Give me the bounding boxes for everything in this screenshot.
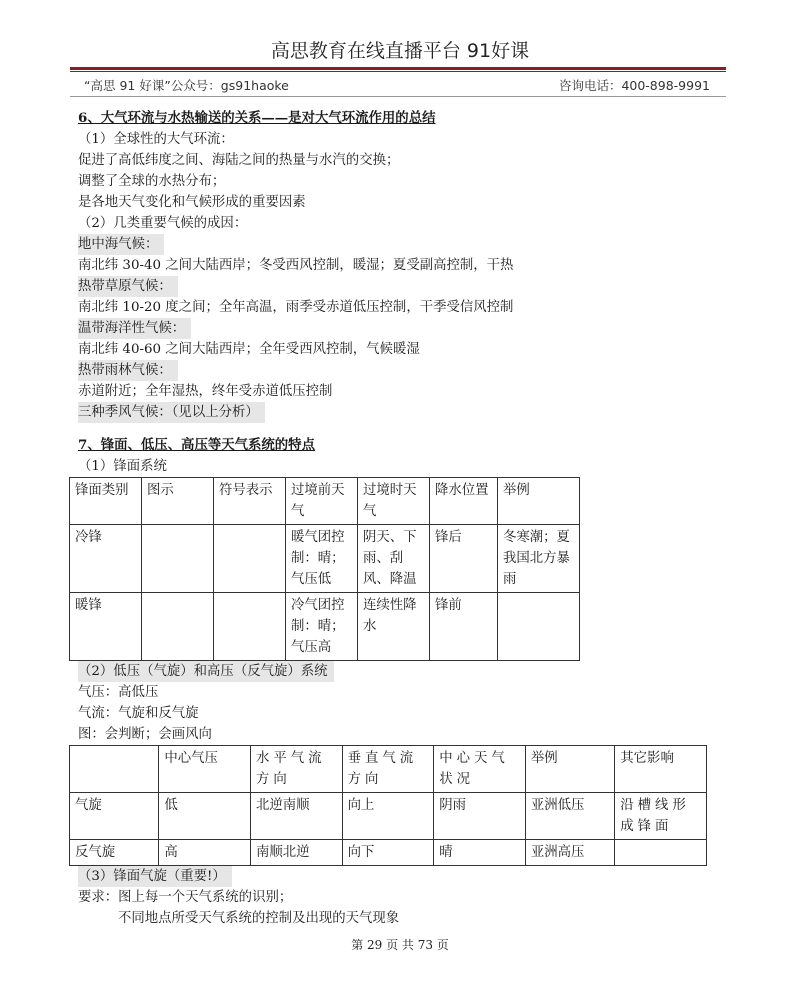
- table-header-cell: 中心气压: [159, 746, 251, 793]
- table-cell: [142, 525, 214, 593]
- table-cell: 向下: [342, 840, 434, 866]
- table-cell: 冷锋: [70, 525, 142, 593]
- subheading: （1）锋面系统: [78, 459, 167, 474]
- climate-desc: 南北纬 10-20 度之间；全年高温，雨季受赤道低压控制，干季受信风控制: [78, 300, 514, 315]
- document-body: [75, 108, 728, 929]
- climate-name: 地中海气候：: [78, 234, 164, 255]
- section6-heading: 6、大气环流与水热输送的关系——是对大气环流作用的总结: [78, 110, 436, 126]
- front-system-table: [69, 477, 580, 661]
- table-cell: 暖气团控制：晴；气压低: [286, 525, 358, 593]
- table-header-cell: 举例: [498, 478, 580, 525]
- climate-name: 三种季风气候：（见以上分析）: [78, 402, 265, 423]
- table-cell: [142, 593, 214, 661]
- text-line: 调整了全球的水热分布；: [78, 174, 226, 189]
- table-cell: 锋后: [430, 525, 498, 593]
- text-line: 是各地天气变化和气候形成的重要因素: [78, 195, 306, 210]
- table-cell: 阴天、下雨、刮风、降温: [358, 525, 430, 593]
- header-wechat: “高思 91 好课”公众号：gs91haoke: [84, 78, 289, 93]
- header-title: 高思教育在线直播平台 91好课: [270, 40, 530, 62]
- table-cell: 锋前: [430, 593, 498, 661]
- table-header-cell: 图示: [142, 478, 214, 525]
- climate-desc: 南北纬 30-40 之间大陆西岸；冬受西风控制，暖湿；夏受副高控制，干热: [78, 258, 514, 273]
- text-line: （1）全球性的大气环流：: [78, 132, 234, 147]
- subheading: （3）锋面气旋（重要!）: [78, 866, 232, 887]
- text-line: 气压：高低压: [78, 685, 159, 700]
- climate-desc: 南北纬 40-60 之间大陆西岸；全年受西风控制，气候暖湿: [78, 342, 420, 357]
- table-cell: 低: [159, 793, 251, 840]
- table-header-cell: [70, 746, 159, 793]
- table-cell: 亚洲高压: [525, 840, 614, 866]
- table-cell: 冬寒潮；夏我国北方暴雨: [498, 525, 580, 593]
- table-header-cell: 降水位置: [430, 478, 498, 525]
- table-cell: 北逆南顺: [251, 793, 343, 840]
- table-header-cell: 其它影响: [615, 746, 707, 793]
- table-header-cell: 过境时天气: [358, 478, 430, 525]
- table-cell: 暖锋: [70, 593, 142, 661]
- text-line: 要求：图上每一个天气系统的识别；: [78, 890, 293, 905]
- page-number: 第 29 页 共 73 页: [351, 938, 449, 952]
- section7-heading: 7、锋面、低压、高压等天气系统的特点: [78, 437, 315, 453]
- text-line: 气流：气旋和反气旋: [78, 706, 199, 721]
- table-header-cell: 符号表示: [214, 478, 286, 525]
- table-cell: [214, 593, 286, 661]
- header-rule-thick: [70, 67, 726, 70]
- table-header-cell: 过境前天气: [286, 478, 358, 525]
- table-cell: 气旋: [70, 793, 159, 840]
- pressure-system-table: [69, 745, 707, 866]
- table-cell: 冷气团控制：晴；气压高: [286, 593, 358, 661]
- table-cell: 南顺北逆: [251, 840, 343, 866]
- table-cell: 亚洲低压: [525, 793, 614, 840]
- table-header-cell: 水平气流方向: [251, 746, 343, 793]
- table-cell: 向上: [342, 793, 434, 840]
- text-line: 促进了高低纬度之间、海陆之间的热量与水汽的交换；: [78, 153, 400, 168]
- climate-name: 热带雨林气候：: [78, 360, 178, 381]
- table-cell: 连续性降水: [358, 593, 430, 661]
- table-header-cell: 举例: [525, 746, 614, 793]
- text-line: 不同地点所受天气系统的控制及出现的天气现象: [118, 911, 400, 926]
- table-cell: 晴: [434, 840, 526, 866]
- climate-name: 温带海洋性气候：: [78, 318, 191, 339]
- table-cell: [615, 840, 707, 866]
- climate-name: 热带草原气候：: [78, 276, 178, 297]
- table-cell: [498, 593, 580, 661]
- header-phone: 咨询电话：400-898-9991: [558, 78, 710, 93]
- header-divider: [70, 96, 726, 97]
- header-rule-thin: [70, 71, 726, 72]
- text-line: 图：会判断；会画风向: [78, 727, 212, 742]
- table-cell: [214, 525, 286, 593]
- table-header-cell: 中心天气状况: [434, 746, 526, 793]
- table-cell: 沿槽线形成锋面: [615, 793, 707, 840]
- table-cell: 阴雨: [434, 793, 526, 840]
- table-cell: 反气旋: [70, 840, 159, 866]
- text-line: （2）几类重要气候的成因：: [78, 216, 248, 231]
- subheading: （2）低压（气旋）和高压（反气旋）系统: [78, 661, 334, 682]
- climate-desc: 赤道附近；全年湿热，终年受赤道低压控制: [78, 384, 333, 399]
- table-cell: 高: [159, 840, 251, 866]
- table-header-cell: 垂直气流方向: [342, 746, 434, 793]
- table-header-cell: 锋面类别: [70, 478, 142, 525]
